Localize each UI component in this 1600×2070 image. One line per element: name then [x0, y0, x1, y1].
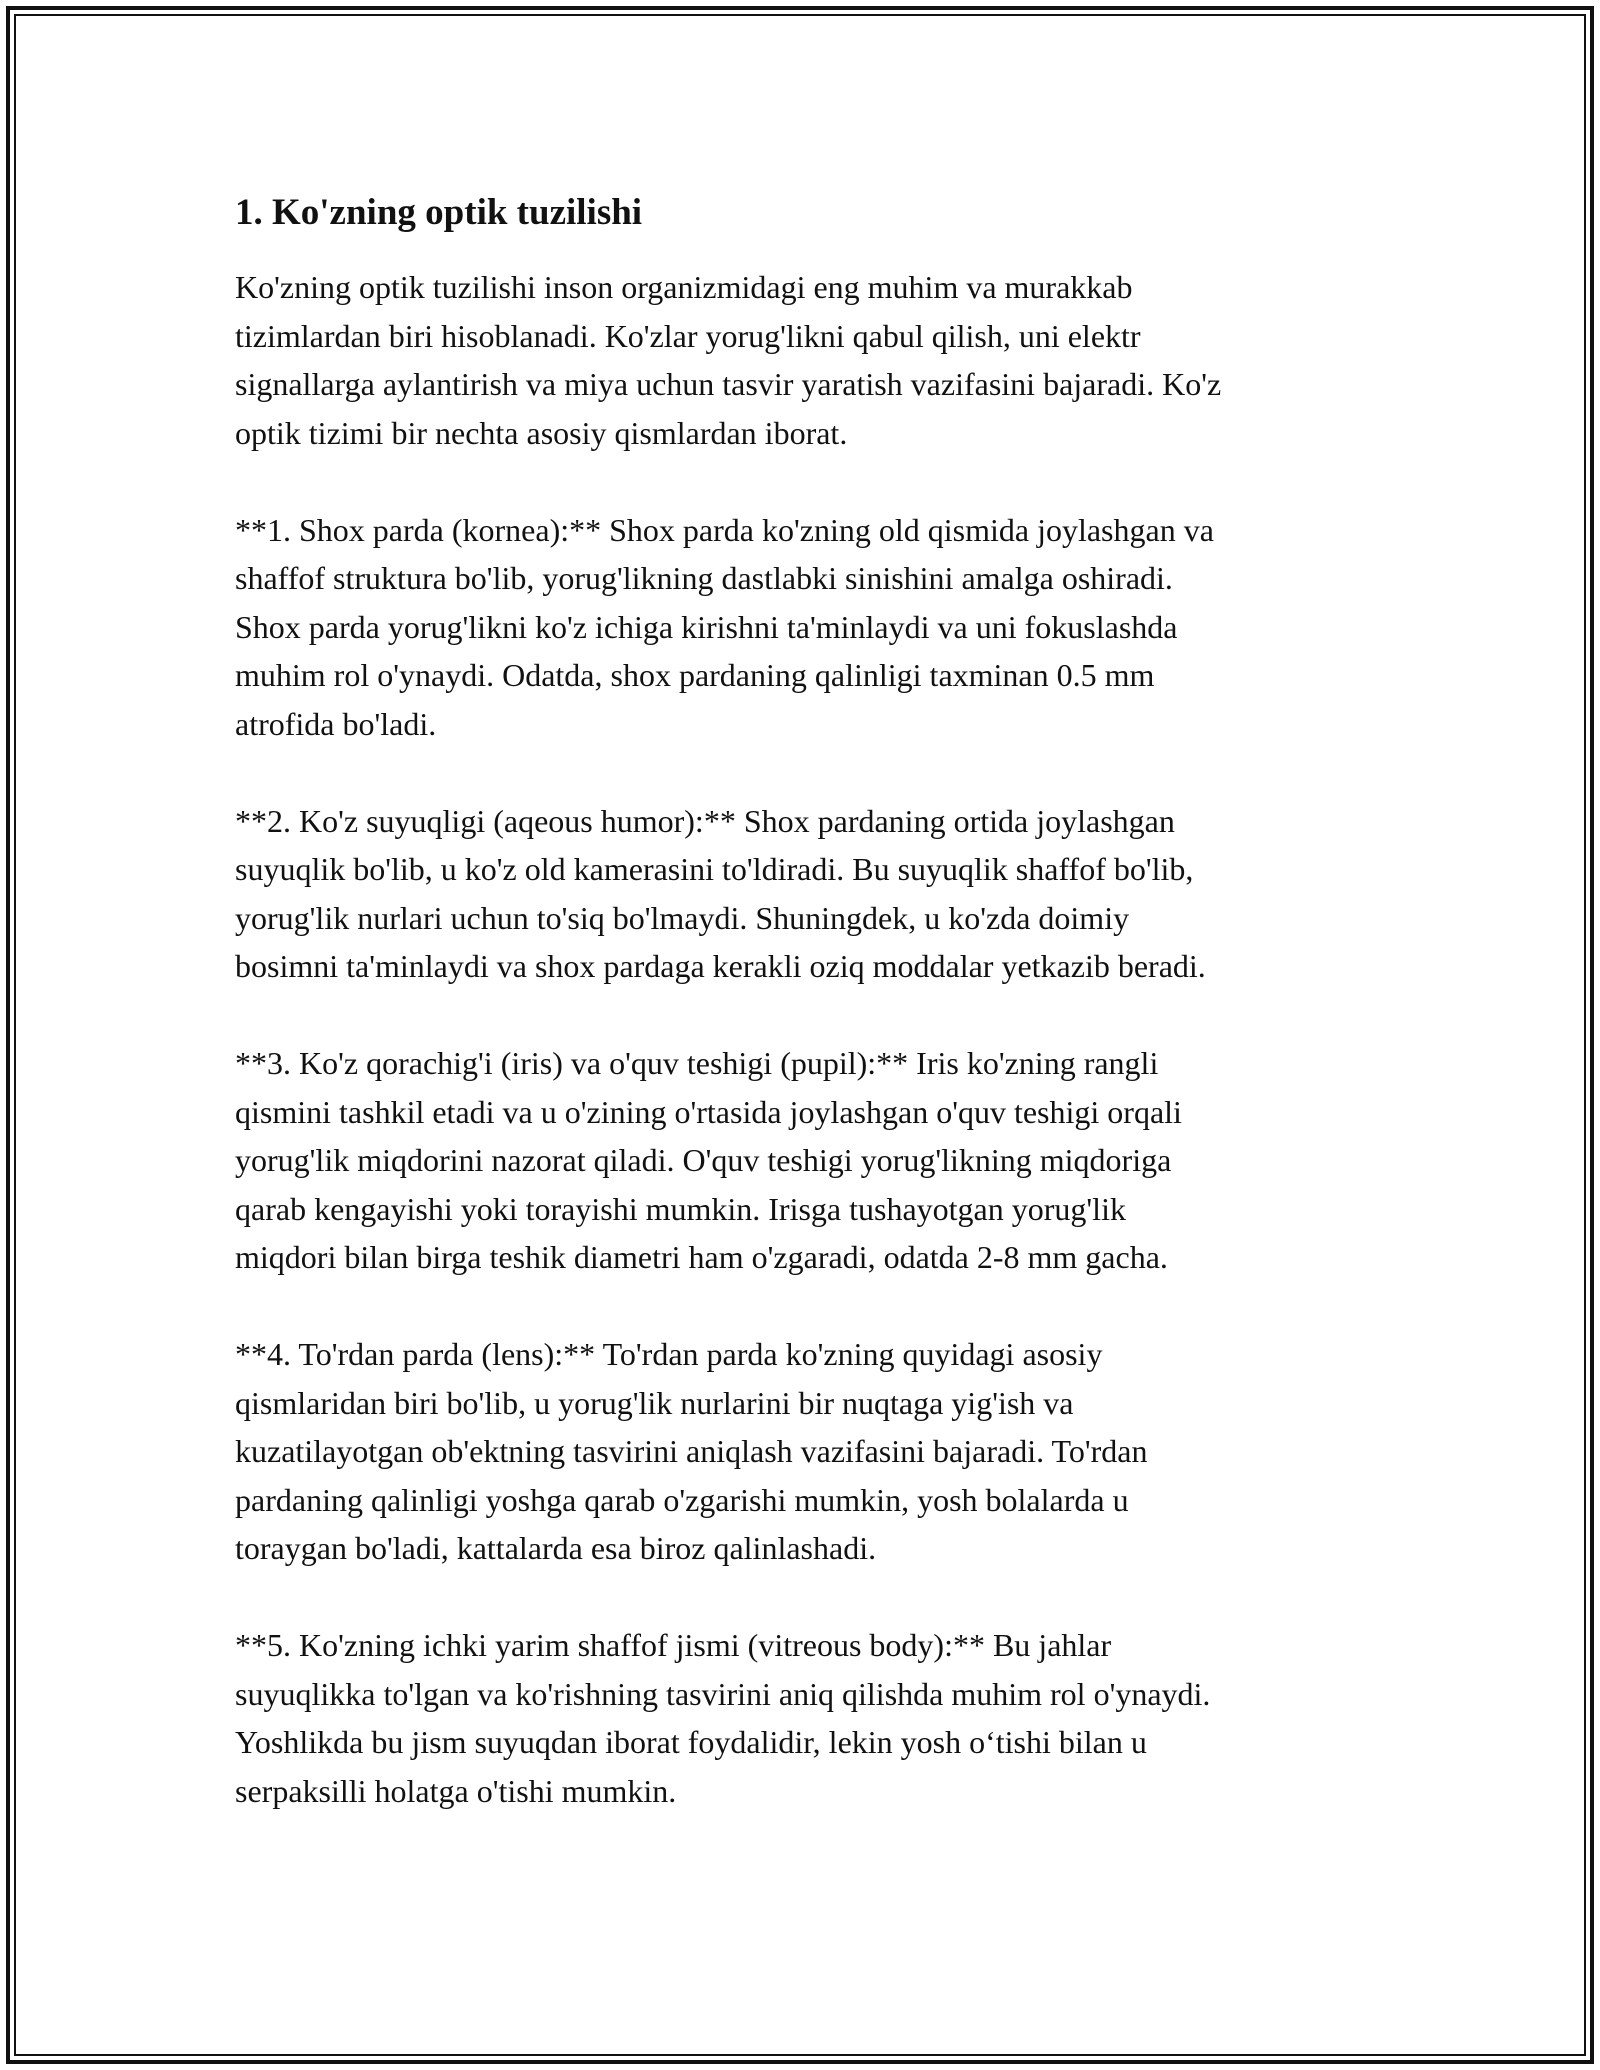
paragraph-vitreous-body: **5. Ko'zning ichki yarim shaffof jismi (vitreous body):** Bu jahlar suyuqlikka to'lgan va ko'rishning tasvirini aniq qilishda muhim rol o'ynaydi. Yoshlikda bu jism suyuqdan iborat foydalidir, lekin yosh o‘tishi bilan u serpaksilli holatga o'tishi mumkin.: [235, 1627, 1211, 1809]
paragraph-lens: **4. To'rdan parda (lens):** To'rdan parda ko'zning quyidagi asosiy qismlaridan biri bo'lib, u yorug'lik nurlarini bir nuqtaga yig'ish va kuzatilayotgan ob'ektning tasvirini aniqlash vazifasini bajaradi. To'rdan pardaning qalinligi yoshga qarab o'zgarishi mumkin, yosh bolalarda u toraygan bo'ladi, kattalarda esa biroz qalinlashadi.: [235, 1336, 1148, 1566]
paragraph-cornea: **1. Shox parda (kornea):** Shox parda ko'zning old qismida joylashgan va shaffof struktura bo'lib, yorug'likning dastlabki sinishini amalga oshiradi. Shox parda yorug'likni ko'z ichiga kirishni ta'minlaydi va uni fokuslashda muhim rol o'ynaydi. Odatda, shox pardaning qalinligi taxminan 0.5 mm atrofida bo'ladi.: [235, 511, 1214, 742]
section-title: 1. Ko'zning optik tuzilishi: [235, 192, 643, 233]
document-body: [235, 188, 1385, 1864]
paragraph-iris-pupil: **3. Ko'z qorachig'i (iris) va o'quv teshigi (pupil):** Iris ko'zning rangli qismini tashkil etadi va u o'zining o'rtasida joylashgan o'quv teshigi orqali yorug'lik miqdorini nazorat qiladi. O'quv teshigi yorug'likning miqdoriga qarab kengayishi yoki torayishi mumkin. Irisga tushayotgan yorug'lik miqdori bilan birga teshik diametri ham o'zgaradi, odatda 2-8 mm gacha.: [235, 1045, 1182, 1275]
paragraph-aqueous-humor: **2. Ko'z suyuqligi (aqeous humor):** Shox pardaning ortida joylashgan suyuqlik bo'lib, u ko'z old kamerasini to'ldiradi. Bu suyuqlik shaffof bo'lib, yorug'lik nurlari uchun to'siq bo'lmaydi. Shuningdek, u ko'zda doimiy bosimni ta'minlaydi va shox pardaga kerakli oziq moddalar yetkazib beradi.: [235, 802, 1206, 984]
paragraph-intro: Ko'zning optik tuzilishi inson organizmidagi eng muhim va murakkab tizimlardan biri hisoblanadi. Ko'zlar yorug'likni qabul qilish, uni elektr signallarga aylantirish va miya uchun tasvir yaratish vazifasini bajaradi. Ko'z optik tizimi bir nechta asosiy qismlardan iborat.: [235, 269, 1222, 451]
